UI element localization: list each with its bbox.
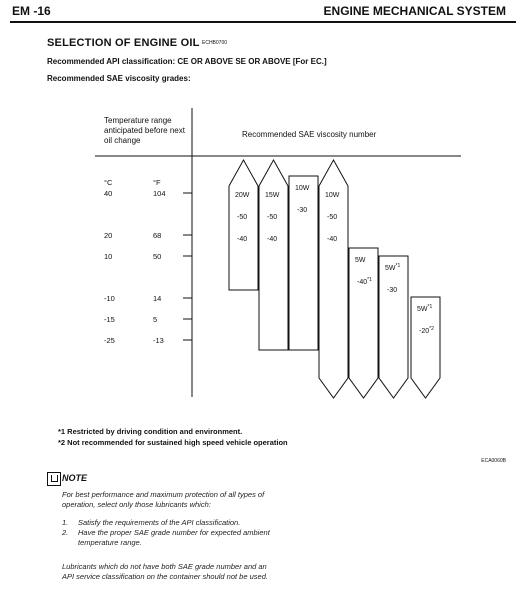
viscosity-grade-suffix: -30 [297,207,308,214]
viscosity-grade-suffix: -40 [267,236,278,243]
temp-celsius-label: 10 [104,252,113,261]
viscosity-grade-suffix: -20$^{*2}$ [419,326,434,335]
viscosity-grade-name: 5W [355,257,366,264]
section-code: ECHB0700 [202,40,228,46]
temp-celsius-label: -10 [104,294,115,303]
viscosity-grade-name: 15W [265,192,280,199]
note-intro: For best performance and maximum protection of all types of operation, select only those lubricants which: [62,490,265,509]
sae-grades-text: Recommended SAE viscosity grades: [47,74,191,83]
viscosity-grade-bar [289,176,318,350]
temp-celsius-label: 20 [104,231,113,240]
viscosity-grade-name: 10W [295,185,310,192]
viscosity-grade-suffix: -50 [237,214,248,221]
section-header-title: ENGINE MECHANICAL SYSTEM [323,4,506,18]
viscosity-grade-name: $5W^{*1}$ [385,263,401,272]
note-item-1-text: Satisfy the requirements of the API classification. [78,518,241,527]
temp-fahrenheit-label: 14 [153,294,162,303]
viscosity-grade-suffix: -40$^{*1}$ [357,277,372,286]
temp-fahrenheit-label: 68 [153,231,162,240]
viscosity-grade-bar [349,248,378,398]
note-item-2-text: Have the proper SAE grade number for expected ambient temperature range. [78,528,270,547]
temperature-range-header: Temperature range anticipated before next oil change [104,116,185,145]
viscosity-grade-suffix: -40 [237,236,248,243]
viscosity-grade-bar [229,160,258,290]
page-title: SELECTION OF ENGINE OIL [47,37,200,49]
celsius-unit-label: °C [104,178,113,187]
viscosity-grade-suffix: -50 [267,214,278,221]
footnote-2: *2 Not recommended for sustained high speed vehicle operation [58,438,288,447]
viscosity-grade-bar [379,256,408,398]
note-item-1-num: 1. [62,518,69,527]
figure-code: ECA0060B [481,458,506,464]
viscosity-grade-suffix: -30 [387,287,398,294]
viscosity-number-header: Recommended SAE viscosity number [242,130,377,139]
viscosity-grade-suffix: -50 [327,214,338,221]
temp-fahrenheit-label: 5 [153,315,158,324]
temp-fahrenheit-label: 104 [153,189,166,198]
api-classification-text: Recommended API classification: CE OR ABOVE SE OR ABOVE [For EC.] [47,57,327,66]
note-item-2-num: 2. [62,528,69,537]
viscosity-grade-bar [259,160,288,350]
note-title: NOTE [62,473,88,483]
fahrenheit-unit-label: °F [153,178,161,187]
viscosity-grade-name: 20W [235,192,250,199]
temp-celsius-label: -25 [104,336,115,345]
page-number: EM -16 [12,4,51,18]
temp-fahrenheit-label: 50 [153,252,162,261]
note-outro: Lubricants which do not have both SAE grade number and an API service classification on the container should not be used. [62,562,268,581]
temp-fahrenheit-label: -13 [153,336,164,345]
note-icon [47,472,61,486]
temp-celsius-label: 40 [104,189,113,198]
footnote-1: *1 Restricted by driving condition and environment. [58,427,243,436]
viscosity-grade-name: $5W^{*1}$ [417,304,433,313]
viscosity-grade-name: 10W [325,192,340,199]
viscosity-grade-suffix: -40 [327,236,338,243]
temp-celsius-label: -15 [104,315,115,324]
